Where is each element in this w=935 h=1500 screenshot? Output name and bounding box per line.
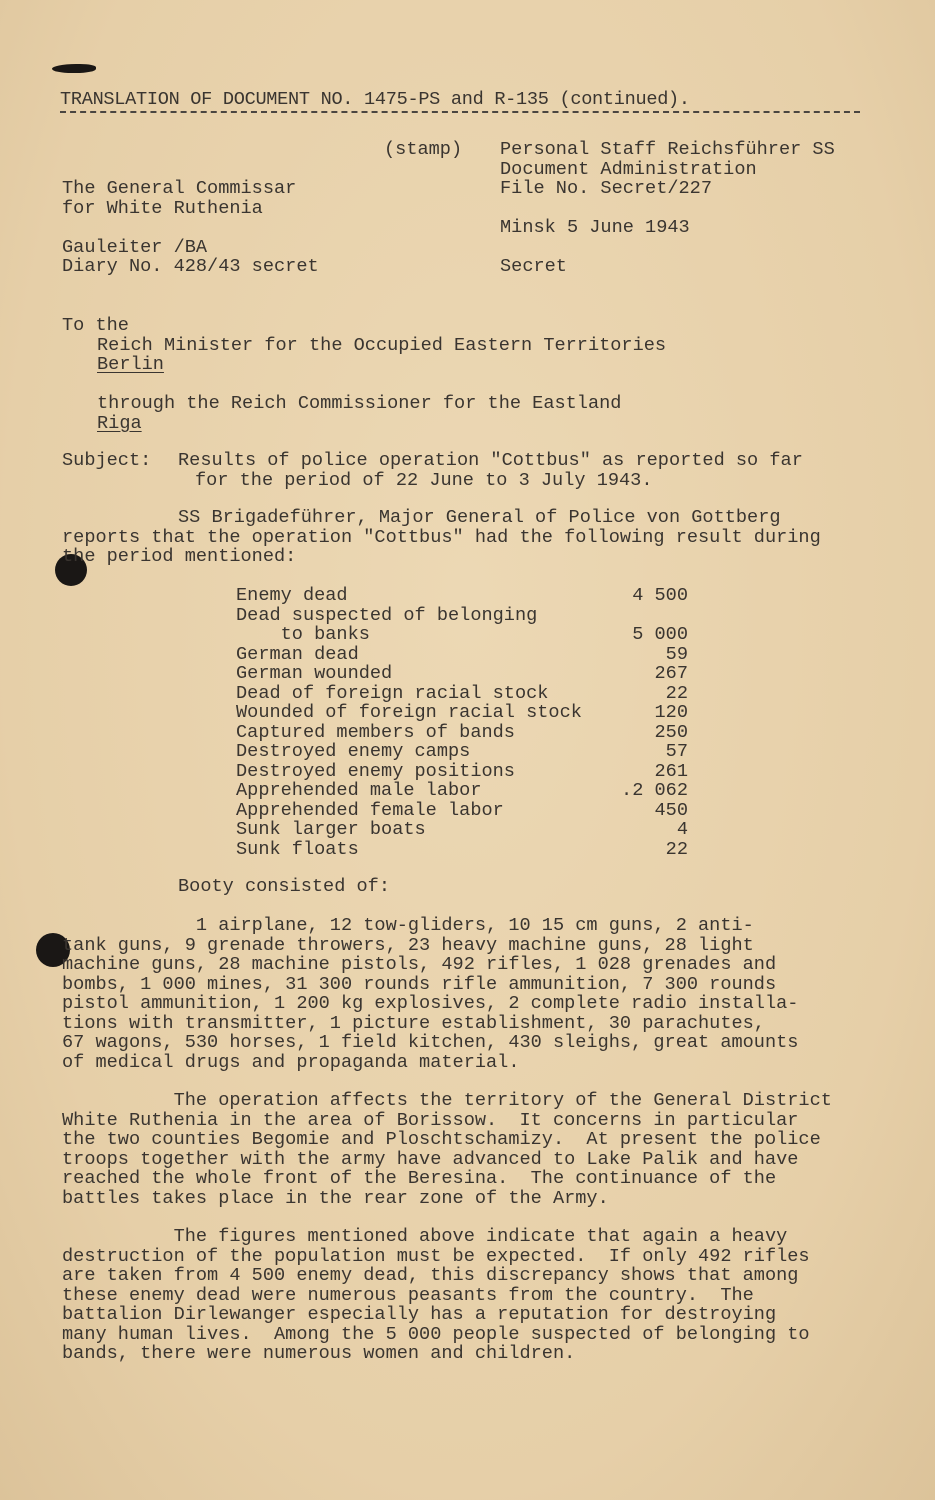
subject-text (178, 451, 803, 490)
booty-paragraph (62, 916, 798, 1072)
text-line: bombs, 1 000 mines, 31 300 rounds rifle ammunition, 7 300 rounds (62, 973, 777, 995)
result-value: 267 (654, 663, 688, 684)
result-value: 22 (665, 838, 688, 860)
result-label: to banks (236, 624, 370, 645)
result-value: 120 (654, 702, 688, 723)
results-row (236, 781, 688, 801)
text-line: the two counties Begomie and Ploschtschamizy. At present the police (62, 1129, 821, 1150)
text-line: 1 airplane, 12 tow-gliders, 10 15 cm guns, 2 anti- (62, 915, 754, 936)
text-line: 67 wagons, 530 horses, 1 field kitchen, 430 sleighs, great amounts (62, 1032, 799, 1053)
text-line: White Ruthenia in the area of Borissow. It concerns in particular (62, 1109, 799, 1131)
subject-label: Subject: (62, 450, 152, 471)
result-value: 57 (665, 741, 688, 762)
classification: Secret (500, 256, 567, 277)
through-line: through the Reich Commissioner for the Eastland (97, 393, 622, 414)
figures-paragraph (62, 1227, 810, 1364)
result-label: Sunk floats (236, 838, 359, 860)
text-line: The operation affects the territory of the General District (62, 1090, 832, 1111)
text-line: SS Brigadeführer, Major General of Police von Gottberg (178, 507, 781, 528)
result-value: .2 062 (621, 780, 688, 801)
operation-paragraph (62, 1091, 832, 1208)
result-label: Destroyed enemy positions (236, 760, 515, 782)
result-value: 5 000 (632, 624, 688, 645)
place-date: Minsk 5 June 1943 (500, 217, 690, 238)
subject-line: Results of police operation "Cottbus" as reported so far (178, 450, 803, 471)
result-value: 261 (654, 760, 688, 782)
file-number: File No. Secret/227 (500, 178, 713, 199)
results-row (236, 762, 688, 782)
letterhead-right (500, 140, 835, 277)
results-row (236, 664, 688, 684)
address-block (62, 316, 666, 433)
result-label: Apprehended female labor (236, 799, 504, 821)
result-value: 22 (665, 682, 688, 704)
results-row (236, 723, 688, 743)
letterhead-left (62, 179, 319, 277)
result-label: Captured members of bands (236, 721, 515, 743)
text-line: destruction of the population must be expected. If only 492 rifles (62, 1245, 810, 1267)
letterhead-line: Personal Staff Reichsführer SS (500, 139, 835, 160)
text-line: many human lives. Among the 5 000 people suspected of belonging to (62, 1323, 810, 1345)
text-line: the period mentioned: (62, 546, 297, 567)
results-row (236, 684, 688, 704)
sender-line: for White Ruthenia (62, 197, 263, 219)
results-row (236, 801, 688, 821)
result-value: 59 (665, 643, 688, 665)
text-line: these enemy dead were numerous peasants from the country. The (62, 1284, 754, 1306)
result-label: Sunk larger boats (236, 819, 426, 840)
text-line: tank guns, 9 grenade throwers, 23 heavy machine guns, 28 light (62, 934, 754, 956)
text-line: troops together with the army have advanced to Lake Palik and have (62, 1148, 799, 1170)
text-line: reached the whole front of the Beresina. The continuance of the (62, 1168, 777, 1189)
recipient-city: Berlin (97, 354, 164, 375)
results-row (236, 586, 688, 606)
results-row (236, 820, 688, 840)
text-line: tions with transmitter, 1 picture establishment, 30 parachutes, (62, 1012, 765, 1034)
diary-number: Diary No. 428/43 secret (62, 256, 319, 277)
text-line: reports that the operation "Cottbus" had the following result during (62, 526, 821, 548)
through-city: Riga (97, 412, 142, 434)
text-line: are taken from 4 500 enemy dead, this discrepancy shows that among (62, 1265, 799, 1286)
result-label: German wounded (236, 663, 393, 684)
result-label: Wounded of foreign racial stock (236, 702, 582, 723)
results-row (236, 606, 688, 626)
results-row (236, 840, 688, 860)
results-row (236, 645, 688, 665)
result-label: Enemy dead (236, 585, 348, 606)
subject-line: for the period of 22 June to 3 July 1943. (195, 469, 653, 491)
result-label: Dead suspected of belonging (236, 604, 538, 626)
result-label: Destroyed enemy camps (236, 741, 471, 762)
results-row (236, 742, 688, 762)
result-value: 450 (654, 799, 688, 821)
ink-blot-top (52, 64, 96, 73)
result-value: 4 500 (632, 585, 688, 606)
recipient: Reich Minister for the Occupied Eastern Territories (97, 334, 667, 356)
result-value: 4 (676, 819, 688, 840)
booty-label: Booty consisted of: (178, 876, 391, 897)
results-row (236, 703, 688, 723)
text-line: battles takes place in the rear zone of the Army. (62, 1187, 609, 1209)
result-label: German dead (236, 643, 359, 665)
title-divider (60, 111, 860, 113)
text-line: battalion Dirlewanger especially has a reputation for destroying (62, 1304, 777, 1325)
gauleiter-ref: Gauleiter /BA (62, 236, 208, 258)
stamp-label: (stamp) (384, 139, 463, 160)
text-line: The figures mentioned above indicate that again a heavy (62, 1226, 788, 1247)
result-label: Dead of foreign racial stock (236, 682, 549, 704)
result-value: 250 (654, 721, 688, 743)
text-line: bands, there were numerous women and children. (62, 1343, 576, 1364)
text-line: of medical drugs and propaganda material. (62, 1051, 520, 1073)
sender-line: The General Commissar (62, 178, 297, 199)
results-table (236, 586, 688, 859)
results-row (236, 625, 688, 645)
address-to: To the (62, 315, 129, 336)
text-line: machine guns, 28 machine pistols, 492 rifles, 1 028 grenades and (62, 954, 777, 975)
result-label: Apprehended male labor (236, 780, 482, 801)
intro-paragraph (62, 508, 821, 567)
text-line: pistol ammunition, 1 200 kg explosives, 2 complete radio installa- (62, 993, 799, 1014)
document-title: TRANSLATION OF DOCUMENT NO. 1475-PS and R-135 (continued). (60, 89, 690, 110)
letterhead-line: Document Administration (500, 158, 757, 180)
